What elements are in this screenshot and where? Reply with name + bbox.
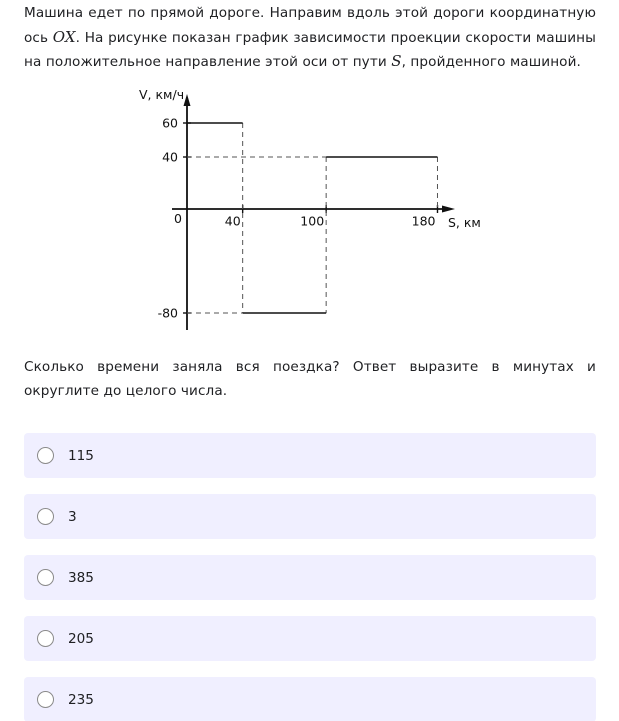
answer-option-label: 205 bbox=[68, 630, 94, 647]
path-variable: S bbox=[391, 52, 402, 70]
radio-button[interactable] bbox=[37, 630, 54, 647]
answer-option-label: 3 bbox=[68, 508, 77, 525]
chart-labels bbox=[139, 87, 481, 321]
origin-label: 0 bbox=[174, 211, 182, 226]
radio-button[interactable] bbox=[37, 447, 54, 464]
radio-button[interactable] bbox=[37, 569, 54, 586]
y-axis-label: V, км/ч bbox=[139, 87, 185, 102]
answer-options bbox=[24, 433, 596, 721]
radio-button[interactable] bbox=[37, 508, 54, 525]
answer-option[interactable] bbox=[24, 433, 596, 478]
question-text: Сколько времени заняла вся поездка? Ответ выразите в минутах и округлите до целого числа. bbox=[24, 359, 596, 399]
answer-option[interactable] bbox=[24, 677, 596, 721]
problem-text-part-1: Машина едет по прямой дороге. Направим вдоль этой дороги координатную ось bbox=[24, 5, 596, 46]
answer-option-label: 235 bbox=[68, 691, 94, 708]
answer-option[interactable] bbox=[24, 494, 596, 539]
y-axis-arrow bbox=[184, 94, 191, 106]
problem-text-part-2: . На рисунке показан график зависимости проекции скорости машины на положительное направление этой оси от пути bbox=[24, 29, 596, 70]
radio-button[interactable] bbox=[37, 691, 54, 708]
problem-text-part-3: , пройденного машиной. bbox=[401, 54, 581, 70]
y-tick-label: 60 bbox=[162, 115, 178, 131]
answer-option[interactable] bbox=[24, 616, 596, 661]
velocity-graph bbox=[0, 80, 619, 340]
x-axis-arrow bbox=[442, 206, 455, 213]
axis-name: OX bbox=[52, 27, 76, 46]
answer-option-label: 385 bbox=[68, 569, 94, 586]
chart-axes bbox=[172, 94, 455, 330]
answer-option[interactable] bbox=[24, 555, 596, 600]
x-tick-label: 40 bbox=[224, 213, 241, 229]
problem-statement bbox=[24, 2, 596, 75]
x-tick-label: 180 bbox=[411, 213, 436, 229]
x-axis-label: S, км bbox=[448, 215, 481, 230]
y-tick-label: -80 bbox=[157, 305, 178, 321]
y-tick-label: 40 bbox=[162, 149, 178, 165]
x-tick-label: 100 bbox=[300, 213, 325, 229]
answer-option-label: 115 bbox=[68, 447, 94, 464]
